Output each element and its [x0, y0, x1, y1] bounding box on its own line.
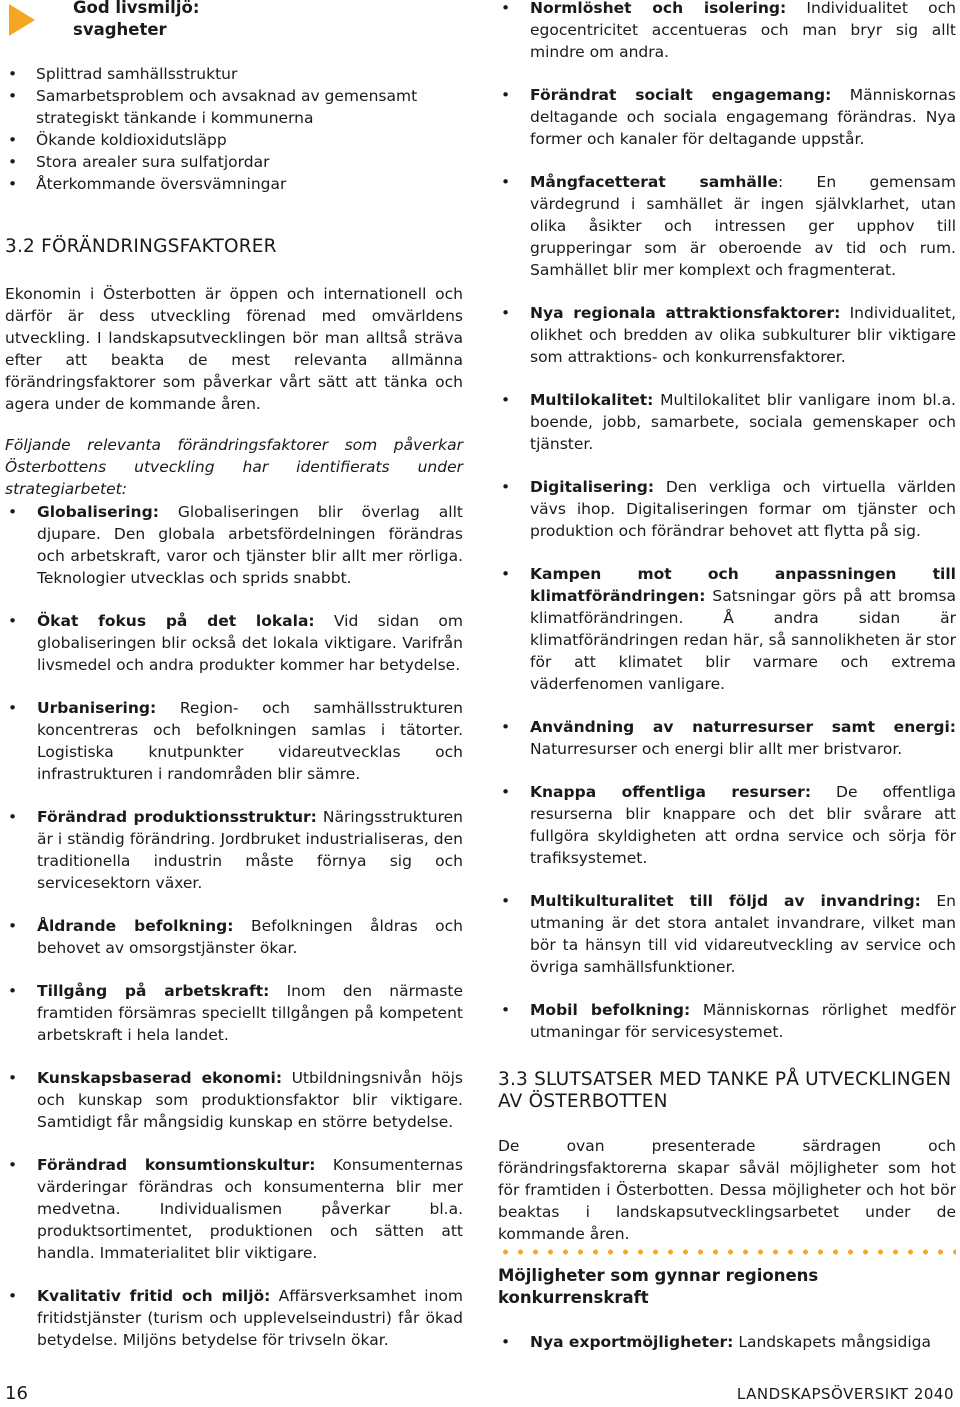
list-item: • Samarbetsproblem och avsaknad av gemensamt strategiskt tänkande i kommunerna: [5, 85, 463, 129]
factor-item: [498, 781, 956, 869]
factor-item: [498, 171, 956, 281]
opportunities-title: Möjligheter som gynnar regionens konkurrenskraft: [498, 1266, 819, 1307]
factor-item: [5, 915, 463, 959]
factor-item: [5, 980, 463, 1046]
factor-text: Naturresurser och energi blir allt mer bristvaror.: [530, 740, 903, 758]
section-3-2-paragraph: Ekonomin i Österbotten är öppen och internationell och därför är dess utveckling förenad med omvärldens utveckling. I landskapsutvecklingen bör man alltså sträva efter att beakta de mest relevanta allmänna förändringsfaktorer som påverkar vårt sätt att tänka och agera under de kommande åren.: [5, 285, 463, 413]
factor-text: Näringsstrukturen är i ständig förändring. Jordbruket industrialiseras, den traditionella industrin måste förnya sig och servicesektorn växer.: [37, 808, 463, 892]
factor-term: Kampen mot och anpassningen till klimatförändringen:: [530, 565, 956, 605]
page-number: 16: [5, 1383, 28, 1404]
list-item: • Återkommande översvämningar: [5, 173, 463, 195]
factor-item: [5, 697, 463, 785]
factor-text: Individualitet och egocentricitet accentueras och man bryr sig allt mindre om andra.: [530, 0, 956, 61]
factor-text: Individualitet, olikhet och bredden av olika subkulturer blir viktigare som attraktions- och konkurrensfaktorer.: [530, 304, 956, 366]
factor-text: De offentliga resurserna blir knappare och det blir svårare att fullgöra skyldigheten att ordna service och sörja för trafiksystemet.: [530, 783, 956, 867]
factor-text: Globaliseringen blir överlag allt djupare. Den globala arbetsfördelningen förändras och arbetskraft, varor och tjänster blir allt mer rörliga. Teknologier utvecklas och sprids snabbt.: [37, 503, 463, 587]
factor-item: [498, 563, 956, 695]
factor-term: Ökat fokus på det lokala:: [37, 612, 315, 630]
factor-text: Konsumenternas värderingar förändras och konsumenterna blir mer medvetna. Individualismen påverkar bl.a. produktsortimentet, produktionen och sätten att handla. Immaterialitet blir viktigare.: [37, 1156, 463, 1262]
factor-term: Mobil befolkning:: [530, 1001, 691, 1019]
factor-item: [498, 389, 956, 455]
weakness-list: [5, 63, 463, 195]
factor-item: [5, 1285, 463, 1351]
factor-text: Vid sidan om globaliseringen blir också det lokala viktigare. Varifrån livsmedel och andra produkter kommer har betydelse.: [37, 612, 463, 674]
factor-text: Inom den närmaste framtiden försämras speciellt tillgången på kompetent arbetskraft i hela landet.: [37, 982, 463, 1044]
list-item: • Splittrad samhällsstruktur: [5, 63, 463, 85]
factor-item: [5, 1154, 463, 1264]
factor-term: Urbanisering:: [37, 699, 157, 717]
factor-text: Människornas rörlighet medför utmaningar för servicesystemet.: [530, 1001, 956, 1041]
orange-triangle-icon: [9, 4, 35, 36]
factor-term: Normlöshet och isolering:: [530, 0, 787, 17]
section-3-3-paragraph: De ovan presenterade särdragen och förändringsfaktorerna skapar såväl möjligheter som hot för framtiden i Österbotten. Dessa möjligheter och hot bör beaktas i landskapsutvecklingsarbetet under de kommande åren.: [498, 1137, 956, 1243]
factor-item: [5, 806, 463, 894]
factor-text: Affärsverksamhet inom fritidstjänster (turism och upplevelseindustri) får ökad betydelse. Miljöns betydelse för trivseln ökar.: [37, 1287, 463, 1349]
factor-item: [498, 0, 956, 63]
factor-term: Globalisering:: [37, 503, 159, 521]
publication-footer: LANDSKAPSÖVERSIKT 2040: [736, 1385, 954, 1403]
factor-text: Befolkningen åldras och behovet av omsorgstjänster ökar.: [37, 917, 464, 957]
factor-item: [498, 999, 956, 1043]
change-factors-right: [498, 0, 956, 1043]
factor-item: [498, 84, 956, 150]
factor-item: [5, 610, 463, 676]
factor-term: Kvalitativ fritid och miljö:: [37, 1287, 271, 1305]
factor-term: Användning av naturresurser samt energi:: [530, 718, 956, 736]
factor-term: Nya exportmöjligheter:: [530, 1333, 734, 1351]
factor-item: [498, 890, 956, 978]
strengths-box-title: God livsmiljö: svagheter: [73, 0, 200, 39]
section-3-2-intro: Följande relevanta förändringsfaktorer som påverkar Österbottens utveckling har identifierats under strategiarbetet:: [5, 436, 463, 498]
list-item: • Ökande koldioxidutsläpp: [5, 129, 463, 151]
change-factors-left: [5, 501, 463, 1351]
factor-text: Satsningar görs på att bromsa klimatförändringen. Å andra sidan är klimatförändringen redan här, så sannolikheten är stor för att klimatet blir varmare och extrema väderfenomen vanligare.: [530, 587, 956, 693]
factor-term: Åldrande befolkning:: [37, 917, 234, 935]
list-item: • Stora arealer sura sulfatjordar: [5, 151, 463, 173]
factor-text: Multilokalitet blir vanligare inom bl.a. boende, jobb, samarbete, sociala gemenskaper och tjänster.: [530, 391, 956, 453]
factor-term: Tillgång på arbetskraft:: [37, 982, 270, 1000]
factor-item: [498, 716, 956, 760]
factor-text: : En gemensam värdegrund i samhället är ingen självklarhet, utan olika åsikter och intressen ger upphov till grupperingar som är oberoende av tid och rum. Samhället blir mer komplext och fragmenterat.: [530, 173, 956, 279]
factor-text: Region- och samhällsstrukturen koncentreras och befolkningen samlas i tätorter. Logistiska knutpunkter vidareutvecklas och infrastrukturen i randområden blir sämre.: [37, 699, 463, 783]
factor-item: [5, 1067, 463, 1133]
factor-text: Människornas deltagande och sociala engagemang förändras. Nya former och kanaler för deltagande uppstår.: [530, 86, 956, 148]
factor-text: En utmaning är det stora antalet invandrare, vilket man bör ta hänsyn till vid vidareutveckling av service och övriga samhällsfunktioner.: [530, 892, 957, 976]
factor-text: Den verkliga och virtuella världen vävs ihop. Digitaliseringen formar om tjänster och produktion och förändrar behovet att flytta på sig.: [530, 478, 956, 540]
section-heading-3-2: 3.2 FÖRÄNDRINGSFAKTORER: [5, 236, 277, 257]
factor-term: Digitalisering:: [530, 478, 655, 496]
factor-term: Multilokalitet:: [530, 391, 654, 409]
factor-term: Förändrad produktionsstruktur:: [37, 808, 317, 826]
factor-term: Multikulturalitet till följd av invandring:: [530, 892, 921, 910]
section-heading-3-3: 3.3 SLUTSATSER MED TANKE PÅ UTVECKLINGEN AV ÖSTERBOTTEN: [498, 1069, 952, 1112]
factor-term: Mångfacetterat samhälle: [530, 173, 779, 191]
factor-item: [498, 302, 956, 368]
factor-term: Förändrad konsumtionskultur:: [37, 1156, 316, 1174]
factor-term: Knappa offentliga resurser:: [530, 783, 812, 801]
factor-term: Nya regionala attraktionsfaktorer:: [530, 304, 841, 322]
dotted-divider: [498, 1247, 956, 1257]
factor-item: [498, 1331, 956, 1353]
factor-item: [5, 501, 463, 589]
factor-term: Förändrat socialt engagemang:: [530, 86, 832, 104]
factor-item: [498, 476, 956, 542]
factor-text: Landskapets mångsidiga: [733, 1333, 931, 1351]
opportunities-list: [498, 1331, 956, 1353]
factor-term: Kunskapsbaserad ekonomi:: [37, 1069, 283, 1087]
factor-text: Utbildningsnivån höjs och kunskap som produktionsfaktor blir viktigare. Samtidigt får mångsidig kunskap en större betydelse.: [37, 1069, 463, 1131]
